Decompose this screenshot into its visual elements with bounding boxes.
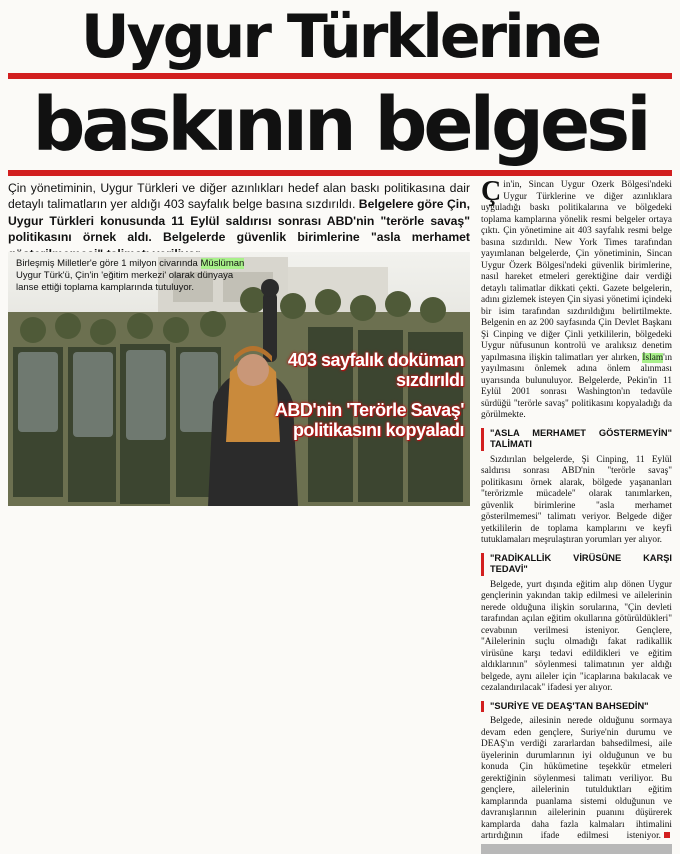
caption-text-end: Uygur Türk'ü, Çin'in 'eğitim merkezi' olarak dünyaya lanse ettiği toplama kamplarında tutuluyor.: [16, 270, 234, 293]
p1-text: in'in, Sincan Uygur Özerk Bölgesi'ndeki Uygur Türklerine ve diğer azınlıklara uyguladığı baskı politikalarına ve bölgedeki toplama kamplarına yönelik resmi belgeler ortaya çıktı. Çin yönetimine ait 403 sayfalık resmi belge basına sızdırıldı. New York Times tarafından yayımlanan belgelerde, Çin yönetiminin, Sincan Uygur Özerk Bölgesi'ndeki güvenlik birimlerine, nasıl hareket etmeleri gerektiğine dair verdiği detaylı talimatlar dikkati çekti. Gazete belgelerin, adını gizlemek isteyen Çin siyasi yönetimi içindeki bir isim tarafından sızdırıldığını belirtilmekte. Belgenin en az 200 sayfasında Çin Devlet Başkanı Şi Cinping ve diğer Çinli yetkililerin, bölgedeki Uygur nüfusunun kontrolü ve aralıksız denetim yapılmasına ilişkin talimatları yer alırken,: [481, 180, 672, 363]
headline-line-1: Uygur Türklerine: [80, 2, 600, 72]
pull-quote-1: 403 sayfalık doküman sızdırıldı: [287, 350, 464, 390]
news-photo: [8, 252, 470, 506]
article-column: [481, 180, 672, 850]
headline-rule-top: [8, 73, 672, 79]
headline-rule-bottom: [8, 170, 672, 176]
p1-highlight: İslam: [642, 352, 664, 363]
drop-cap: Ç: [481, 180, 502, 207]
lead-bold: Belgelere göre Çin, Uygur Türkleri konusunda 11 Eylül saldırısı sonrası ABD'nin "terörle savaş" politikasını örnek aldı. Belgelerde güvenlik birimlerine "asla merhamet: [8, 197, 470, 245]
lead-paragraph: [8, 180, 470, 262]
p4-text: Belgede, ailesinin nerede olduğunu sormaya devam eden gençlere, Suriye'nin durumu ve DEAŞ'ın verdiği zararlardan bahsedilmesi, aile üyelerinin durumlarının iyi olduğunun ve bu konuda Çin hükümetine teşekkür etmeleri gerektiğinin söylenmesi talimatı veriliyor. Bu gençlere, ailelerinin tutulduktları eğitim kamplarında puanlama sistemi olduğunun ve davranışlarının ailelerinin puanını düşürerek kamplarda daha fazla kalmaları ihtimalini artırdığının ifade edilmesi isteniyor.: [481, 716, 672, 841]
article-paragraph-2: Sızdırılan belgelerde, Şi Cinping, 11 Eylül saldırısı sonrası ABD'nin "terörle savaş" politikasını örnek alarak, bölgede yaşananları "terörizmle mücadele" olarak tanımlarken, güvenlik birimlerine "asla merhamet gösterilmemesi" talimatı veriyor. Belgede diğer yetkililerin de toplama kamplarını ve keyfi tutuklamaları meşrulaştıran yorumları yer alıyor.: [481, 454, 672, 545]
signature-mark: [664, 832, 670, 838]
article-paragraph-4: [481, 716, 672, 850]
lead-normal: Çin yönetiminin, Uygur Türkleri ve diğer azınlıkları hedef alan baskı politikasına dair detaylı talimatların yer aldığı 403 sayfalık belge basına sızdırıldı.: [8, 181, 470, 212]
subheading-2: "RADİKALLİK VİRÜSÜNE KARŞI TEDAVİ": [481, 553, 672, 576]
photo-caption: [16, 258, 246, 294]
caption-text-start: Birleşmiş Milletler'e göre 1 milyon civarında: [16, 258, 198, 269]
footer-bar: [481, 844, 672, 854]
photo-pull-quote: [274, 350, 464, 440]
pull-quote-2: ABD'nin 'Terörle Savaş' politikasını kopyaladı: [274, 400, 464, 440]
article-paragraph-1: [481, 180, 672, 422]
headline-line-2: baskının belgesi: [32, 82, 648, 168]
article-paragraph-3: Belgede, yurt dışında eğitim alıp dönen Uygur gençlerinin yakından takip edilmesi ve ailelerinin nerede olduğuna ilişkin sorularına, "Çin devleti tarafından açılan eğitim okullarına götürüldükleri" cevabının verilmesi isteniyor. Gençlere, "Ailelerinin suçlu olmadığı fakat radikallik virüsüne karşı tedavi edildikleri ve eğitim aldıklarının" söylenmesi talimatının yer aldığı belgede, aynı aileler için "icaplarına bakılacak ve cezalandırılacak" ifadesi yer alıyor.: [481, 579, 672, 693]
caption-highlight: Müslüman: [200, 258, 245, 269]
p1-end: 'ın yayılmasını önlemek adına önlem alınması uyarısında bulunuluyor. Belgelerde, Pekin'in 11 Eylül 2001 sonrası Washington'ın tedavüle sürdüğü "terörle savaş" politikasını kopyaladığı da görülmekte.: [481, 352, 672, 420]
subheading-3: "SURİYE VE DEAŞ'TAN BAHSEDİN": [481, 701, 672, 713]
subheading-1: "ASLA MERHAMET GÖSTERMEYİN" TALİMATI: [481, 428, 672, 451]
